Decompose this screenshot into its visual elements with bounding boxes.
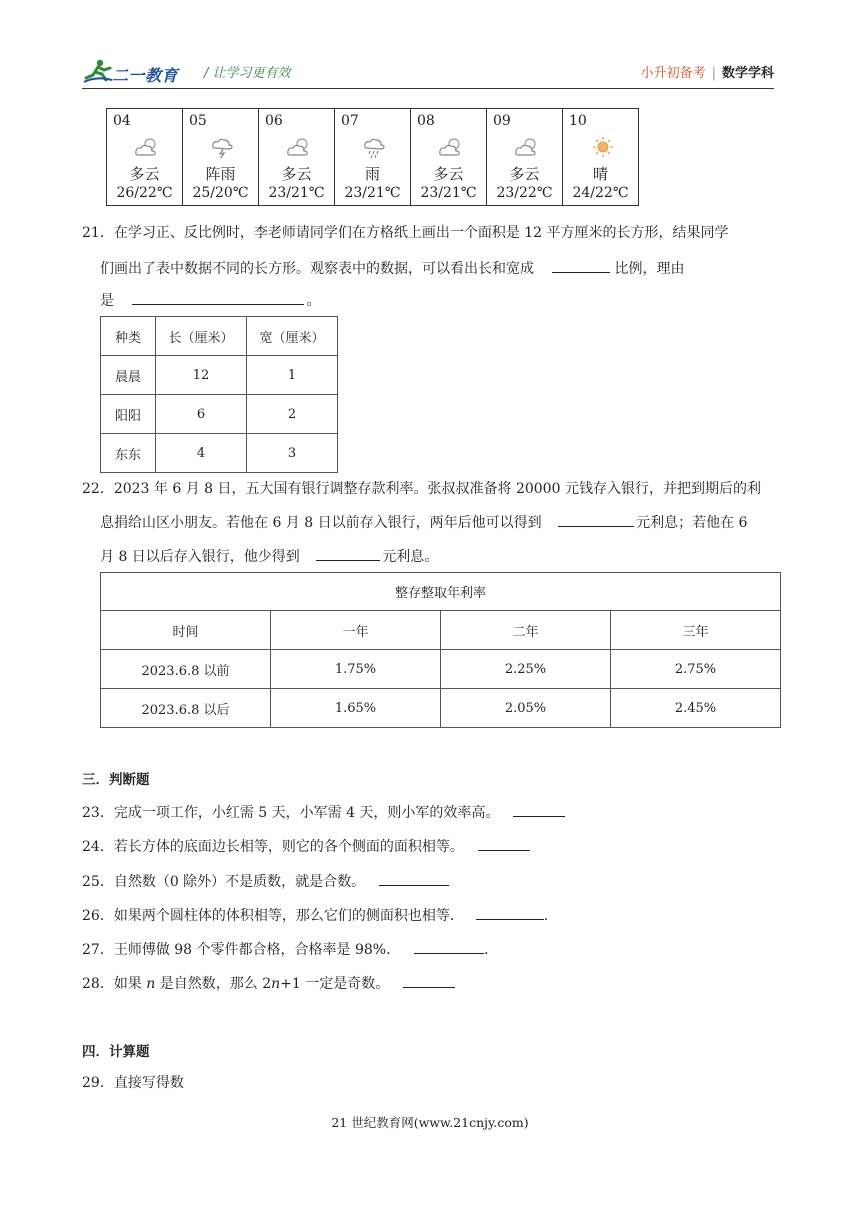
q21-header-cell: 种类 — [101, 317, 156, 356]
weather-temperature: 25/20℃ — [192, 185, 249, 201]
weather-condition: 阵雨 — [205, 165, 236, 183]
weather-condition: 多云 — [129, 165, 160, 183]
q21-line2-text: 们画出了表中数据不同的长方形。观察表中的数据，可以看出长和宽成 — [100, 261, 534, 277]
weather-row — [107, 109, 639, 206]
header-subject — [641, 62, 774, 81]
q28-variable-n2: n — [271, 976, 281, 992]
q21-answer-blank-2[interactable] — [132, 290, 304, 305]
q27-tail: . — [484, 942, 489, 958]
q21-table — [100, 316, 338, 473]
q29: 29．直接写得数 — [82, 1075, 184, 1091]
q22-cell: 2.25% — [441, 650, 611, 689]
section-4-title: 四．计算题 — [82, 1044, 150, 1060]
weather-day-cell — [259, 109, 335, 206]
weather-condition: 晴 — [592, 165, 608, 183]
header-subject-name: 数学学科 — [721, 66, 774, 81]
q22-cell: 2.05% — [441, 689, 611, 728]
q21-cell: 1 — [247, 356, 338, 395]
weather-temperature: 26/22℃ — [116, 185, 173, 201]
sunny-icon — [589, 135, 617, 159]
slogan-text: 让学习更有效 — [212, 66, 291, 81]
q25-answer-blank[interactable] — [379, 871, 449, 886]
weather-temperature: 23/21℃ — [268, 185, 325, 201]
q27 — [82, 939, 489, 960]
brand-logo — [82, 58, 188, 86]
table-row — [101, 317, 338, 356]
q22-cell: 2.75% — [611, 650, 781, 689]
q21-cell: 晨晨 — [101, 356, 156, 395]
weather-date: 08 — [417, 113, 435, 129]
table-row — [101, 611, 781, 650]
q26 — [82, 905, 548, 926]
q22-answer-blank-2[interactable] — [316, 546, 380, 561]
table-row — [101, 395, 338, 434]
q21-answer-blank-1[interactable] — [552, 258, 610, 273]
weather-date: 04 — [113, 113, 131, 129]
cloudy-icon — [437, 135, 465, 159]
cloudy-icon — [285, 135, 313, 159]
section-3-title: 三．判断题 — [82, 772, 150, 788]
q21-header-cell: 长（厘米） — [156, 317, 247, 356]
q22-cell: 2.45% — [611, 689, 781, 728]
q22-header-cell: 一年 — [271, 611, 441, 650]
q23 — [82, 802, 565, 823]
q27-answer-blank[interactable] — [414, 939, 484, 954]
q21-cell: 阳阳 — [101, 395, 156, 434]
weather-temperature: 23/21℃ — [420, 185, 477, 201]
logo-text: 二一教育 — [112, 66, 179, 85]
q28-variable-n: n — [146, 976, 156, 992]
q22-line3-text: 月 8 日以后存入银行，他少得到 — [100, 549, 300, 565]
weather-date: 10 — [569, 113, 587, 129]
weather-temperature: 24/22℃ — [572, 185, 629, 201]
table-row — [101, 434, 338, 473]
q28-text-c: +1 一定是奇数。 — [280, 976, 390, 992]
q25-text: 25．自然数（0 除外）不是质数，就是合数。 — [82, 874, 366, 890]
q24-text: 24．若长方体的底面边长相等，则它的各个侧面的面积相等。 — [82, 839, 464, 855]
q21-line1: 21．在学习正、反比例时，李老师请同学们在方格纸上画出一个面积是 12 平方厘米的长方形，结果同学 — [82, 225, 729, 241]
table-row — [101, 573, 781, 611]
weather-date: 07 — [341, 113, 359, 129]
q21-cell: 4 — [156, 434, 247, 473]
weather-table — [106, 108, 639, 206]
header-divider — [82, 88, 774, 89]
q26-tail: . — [543, 908, 549, 924]
weather-day-cell — [487, 109, 563, 206]
q21-line3 — [100, 290, 320, 311]
q22-line1: 22．2023 年 6 月 8 日，五大国有银行调整存款利率。张叔叔准备将 20000 元钱存入银行，并把到期后的利 — [82, 481, 761, 497]
q21-header-cell: 宽（厘米） — [247, 317, 338, 356]
q28 — [82, 973, 455, 994]
q21-cell: 3 — [247, 434, 338, 473]
cloudy-icon — [133, 135, 161, 159]
q28-text-b: 是自然数，那么 2 — [155, 976, 272, 992]
weather-day-cell — [411, 109, 487, 206]
q22-cell: 2023.6.8 以后 — [101, 689, 271, 728]
q24 — [82, 836, 530, 857]
q22-line2-tail: 元利息；若他在 6 — [636, 515, 748, 531]
q22-line2-text: 息捐给山区小朋友。若他在 6 月 8 日以前存入银行，两年后他可以得到 — [100, 515, 542, 531]
q23-answer-blank[interactable] — [513, 802, 565, 817]
q23-text: 23．完成一项工作，小红需 5 天，小军需 4 天，则小军的效率高。 — [82, 805, 500, 821]
slogan: / 让学习更有效 — [204, 66, 291, 81]
q25 — [82, 871, 449, 892]
weather-condition: 多云 — [281, 165, 312, 183]
runner-logo-icon — [82, 58, 116, 86]
q21-line3-text: 是 — [100, 293, 114, 309]
rain-icon — [361, 135, 389, 159]
weather-date: 09 — [493, 113, 511, 129]
weather-temperature: 23/21℃ — [344, 185, 401, 201]
q22-header-cell: 三年 — [611, 611, 781, 650]
weather-day-cell — [335, 109, 411, 206]
weather-date: 05 — [189, 113, 207, 129]
q22-line3-tail: 元利息。 — [382, 549, 439, 565]
table-row — [101, 356, 338, 395]
q22-interest-table — [100, 572, 781, 728]
q21-cell: 6 — [156, 395, 247, 434]
q22-header-cell: 时间 — [101, 611, 271, 650]
table-row — [101, 650, 781, 689]
q26-text: 26．如果两个圆柱体的体积相等，那么它们的侧面积也相等． — [82, 908, 464, 924]
q27-text: 27．王师傅做 98 个零件都合格，合格率是 98%． — [82, 942, 401, 958]
q21-line3-tail: 。 — [306, 293, 321, 309]
q22-cell: 2023.6.8 以前 — [101, 650, 271, 689]
q22-line2 — [100, 512, 747, 533]
cloudy-icon — [513, 135, 541, 159]
q24-answer-blank[interactable] — [478, 836, 530, 851]
weather-day-cell — [107, 109, 183, 206]
q22-line3 — [100, 546, 438, 567]
weather-condition: 多云 — [433, 165, 464, 183]
q26-answer-blank[interactable] — [476, 905, 544, 920]
q22-header-cell: 二年 — [441, 611, 611, 650]
q22-cell: 1.75% — [271, 650, 441, 689]
weather-day-cell — [183, 109, 259, 206]
header-exam-type: 小升初备考 — [640, 66, 706, 81]
q21-line2-tail: 比例，理由 — [614, 261, 685, 277]
weather-temperature: 23/22℃ — [496, 185, 553, 201]
q21-line2 — [100, 258, 684, 279]
weather-date: 06 — [265, 113, 283, 129]
q22-table-title: 整存整取年利率 — [101, 573, 781, 611]
q28-answer-blank[interactable] — [403, 973, 455, 988]
weather-day-cell — [563, 109, 639, 206]
q21-cell: 12 — [156, 356, 247, 395]
q28-text-a: 28．如果 — [82, 976, 147, 992]
page-header — [82, 56, 774, 88]
table-row — [101, 689, 781, 728]
page-footer: 21 世纪教育网(www.21cnjy.com) — [331, 1115, 529, 1130]
weather-condition: 雨 — [364, 165, 380, 183]
q21-cell: 东东 — [101, 434, 156, 473]
thunder-shower-icon — [209, 135, 237, 159]
weather-condition: 多云 — [509, 165, 540, 183]
q21-cell: 2 — [247, 395, 338, 434]
q22-cell: 1.65% — [271, 689, 441, 728]
header-separator: | — [711, 66, 716, 81]
q22-answer-blank-1[interactable] — [558, 512, 634, 527]
